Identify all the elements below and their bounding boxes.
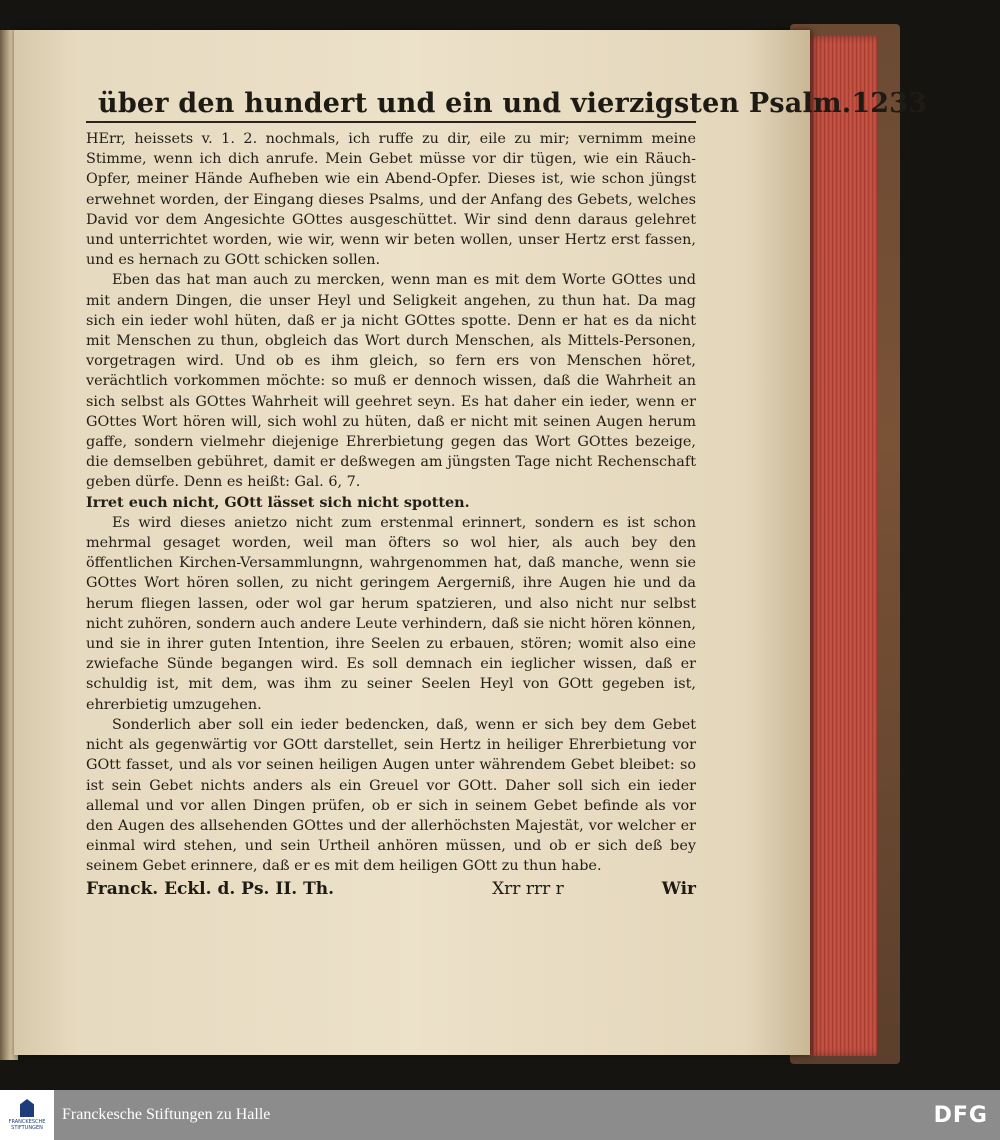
footer-title: Franck. Eckl. d. Ps. II. Th. <box>86 878 335 899</box>
building-icon <box>20 1099 34 1117</box>
page-text-block <box>86 88 928 899</box>
credit-bar <box>0 1090 1000 1140</box>
paragraph-2: Eben das hat man auch zu mercken, wenn man es mit dem Worte GOttes und mit andern Dingen, die unser Heyl und Seligkeit angehen, zu thun hat. Da mag sich ein ieder wohl hüten, daß er ja nicht GOttes spotte. Denn er hat es da nicht mit Menschen zu thun, obgleich das Wort durch Menschen, als Mittels-Personen, vorgetragen wird. Und ob es ihm gleich, so fern ers von Menschen höret, verächtlich vorkommen möchte: so muß er dennoch wissen, daß die Wahrheit an sich selbst als GOttes Wahrheit will geehret seyn. Es hat daher ein ieder, wenn er GOttes Wort hören will, sich wohl zu hüten, daß er nicht mit seinen Augen herum gaffe, sondern vielmehr diejenige Ehrerbietung gegen das Wort GOttes bezeige, die demselben gebühret, damit er deßwegen am jüngsten Tage nicht Rechenschaft geben dürfe. Denn es heißt: Gal. 6, 7. <box>86 272 696 491</box>
signature-mark: Xrr rrr r <box>492 878 564 899</box>
page-footer <box>86 879 696 899</box>
paragraph-1: HErr, heissets v. 1. 2. nochmals, ich ruffe zu dir, eile zu mir; vernimm meine Stimme, wenn ich dich anrufe. Mein Gebet müsse vor dir tügen, wie ein Räuch-Opfer, meiner Hände Aufheben wie ein Abend-Opfer. Dieses ist, wie schon jüngst erwehnet worden, der Eingang dieses Psalms, und der Anfang des Gebets, welches David vor dem Angesichte GOttes ausgeschüttet. Wir sind denn daraus gelehret und unterrichtet worden, wie wir, wenn wir beten wollen, unser Hertz erst fassen, und es hernach zu GOtt schicken sollen. <box>86 131 696 269</box>
body-text <box>86 129 696 877</box>
scripture-quote: Irret euch nicht, GOtt lässet sich nicht spotten. <box>86 493 470 511</box>
running-header <box>86 88 928 123</box>
institution-name: Franckesche Stiftungen zu Halle <box>62 1106 271 1123</box>
paragraph-4: Sonderlich aber soll ein ieder bedencken, daß, wenn er sich bey dem Gebet nicht als gegenwärtig vor GOtt darstellet, sein Hertz in heiliger Ehrerbietung vor GOtt fasset, und als vor seinen heiligen Augen unter währendem Gebet bleibet: so ist sein Gebet nichts anders als ein Greuel vor GOtt. Daher soll sich ein ieder allemal und vor allen Dingen prüfen, ob er sich in seinem Gebet befinde als vor den Augen des allsehenden GOttes und der allerhöchsten Majestät, vor welcher er einmal wird stehen, und sein Urtheil anhören müssen, und ob er sich deß bey seinem Gebet erinnere, daß er es mit dem heiligen GOtt zu thun habe. <box>86 716 696 875</box>
catchword: Wir <box>661 878 696 899</box>
institution-logo[interactable] <box>0 1090 54 1140</box>
dfg-logo[interactable]: DFG <box>933 1102 988 1128</box>
logo-caption: FRANCKESCHE STIFTUNGEN <box>8 1119 46 1131</box>
header-title: über den hundert und ein und vierzigsten Psalm. <box>98 88 852 119</box>
red-page-edges <box>805 36 877 1056</box>
book-page <box>14 30 928 1055</box>
paragraph-3: Es wird dieses anietzo nicht zum erstenmal erinnert, sondern es ist schon mehrmal gesaget worden, weil man öfters so wol hier, als auch bey den öffentlichen Kirchen-Versammlungnn, wahrgenommen hat, daß manche, wenn sie GOttes Wort hören sollen, zu nicht geringem Aergerniß, ihre Augen hie und da herum fliegen lassen, oder wol gar herum spatzieren, und also nicht nur selbst nicht zuhören, sondern auch andere Leute verhindern, daß sie nicht hören können, und sie in ihrer guten Intention, ihre Seelen zu erbauen, stören; womit also eine zwiefache Sünde begangen wird. Es soll demnach ein ieglicher wissen, daß er schuldig ist, mit dem, was ihm zu seiner Seelen Heyl von GOtt gegeben ist, ehrerbietig umzugehen. <box>86 514 696 713</box>
page-number: 1233 <box>851 88 928 119</box>
